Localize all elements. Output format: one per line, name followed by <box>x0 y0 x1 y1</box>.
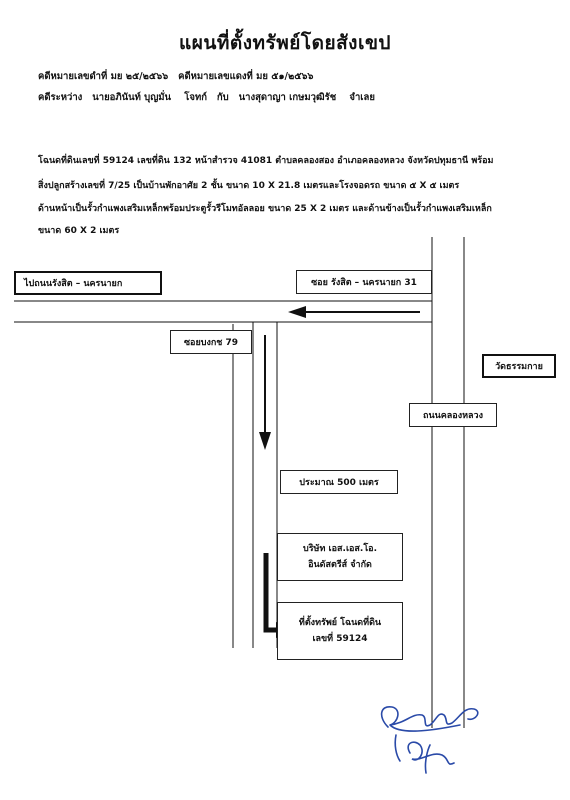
to-rangsit-road-label: ไปถนนรังสิต – นครนายก <box>14 271 162 295</box>
property-deed-number: เลขที่ 59124 <box>312 634 368 644</box>
parties-label: คดีระหว่าง <box>38 92 83 103</box>
soi-bongkot-79-label: ซอยบงกช 79 <box>170 330 252 354</box>
wat-dhammakaya-label: วัดธรรมกาย <box>482 354 556 378</box>
company-name-line2: อินดัสตรีส์ จำกัด <box>308 560 372 570</box>
description-line-3: ด้านหน้าเป็นรั้วกำแพงเสริมเหล็กพร้อมประตูรั้วรีโมทอัลลอย ขนาด 25 X 2 เมตร และด้านข้างเป็นรั้วกำแพงเสริมเหล็ก <box>38 204 492 214</box>
red-case-number: คดีหมายเลขแดงที่ มย ๕๑/๒๕๖๖ <box>178 71 314 82</box>
conjunction: กับ <box>216 92 229 103</box>
defendant-name: นางสุดาญา เกษมวุฒิรัช <box>238 92 337 103</box>
company-name-line1: บริษัท เอส.เอส.โอ. <box>303 544 377 554</box>
soi-rangsit-nakhonnayok-31-label: ซอย รังสิต – นครนายก 31 <box>296 270 432 294</box>
description-line-4: ขนาด 60 X 2 เมตร <box>38 226 120 236</box>
signature-icon <box>370 685 500 790</box>
property-label-line1: ที่ตั้งทรัพย์ โฉนดที่ดิน <box>298 618 382 628</box>
company-label <box>277 533 403 581</box>
distance-label: ประมาณ 500 เมตร <box>280 470 398 494</box>
plaintiff-name: นายอภินันท์ บุญมั่น <box>92 92 172 103</box>
description-line-1: โฉนดที่ดินเลขที่ 59124 เลขที่ดิน 132 หน้าสำรวจ 41081 ตำบลคลองสอง อำเภอคลองหลวง จังหวัดปทุมธานี พร้อม <box>38 156 494 166</box>
description-line-2: สิ่งปลูกสร้างเลขที่ 7/25 เป็นบ้านพักอาศัย 2 ชั้น ขนาด 10 X 21.8 เมตรและโรงจอดรถ ขนาด ๕ X ๕ เมตร <box>38 181 460 191</box>
defendant-role: จำเลย <box>349 92 375 103</box>
property-location-label <box>277 602 403 660</box>
plaintiff-role: โจทก์ <box>184 92 207 103</box>
arrow-left-icon <box>288 306 420 318</box>
arrow-down-icon <box>259 335 271 450</box>
page-title: แผนที่ตั้งทรัพย์โดยสังเขป <box>179 32 391 54</box>
khlong-luang-road-label: ถนนคลองหลวง <box>409 403 497 427</box>
black-case-number: คดีหมายเลขดำที่ มย ๒๕/๒๕๖๖ <box>38 71 169 82</box>
